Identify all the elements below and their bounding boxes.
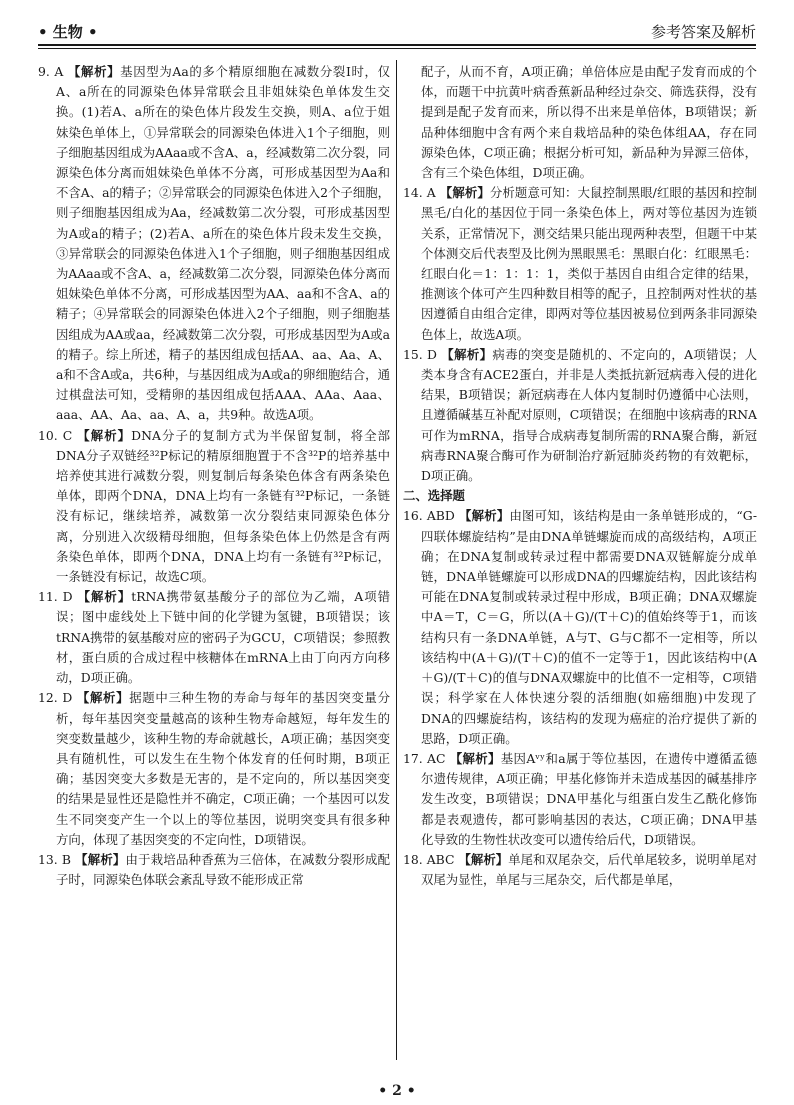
analysis-tag: 【解析】 [76,690,130,706]
answer-13: 13. B 【解析】由于栽培品种香蕉为三倍体，在减数分裂形成配子时，同源染色体联会紊乱导致不能形成正常 [38,851,391,888]
answer-10: 10. C 【解析】DNA分子的复制方式为半保留复制，将全部DNA分子双链经³²P标记的精原细胞置于不含³²P的培养基中培养使其进行减数分裂，则复制后每条染色体含有两条染色单体，即两个DNA，DNA上均有一条链有³²P标记，一条链没有标记，继续培养，减数第一次分裂结束同源染色体分离，分别进入次级精母细胞，但每条染色体上仍然是含有两条染色单体，即两个DNA，DNA上均有一条链有³²P标记，一条链没有标记，故选C项。 [38,427,391,585]
analysis-tag: 【解析】 [441,346,493,362]
analysis-tag: 【解析】 [77,589,132,605]
analysis-tag: 【解析】 [67,64,121,79]
answer-18: 18. ABC 【解析】单尾和双尾杂交，后代单尾较多，说明单尾对双尾为显性，单尾与三尾杂交，后代都是单尾， [403,851,757,888]
header-title: 参考答案及解析 [650,23,756,41]
answer-14: 14. A 【解析】分析题意可知：大鼠控制黑眼/红眼的基因和控制黑毛/白化的基因位于同一条染色体上，两对等位基因为连锁关系，正常情况下，测交结果只能出现两种表型，但题干中某个体测交后代表型及比例为黑眼黑毛：黑眼白化：红眼黑毛：红眼白化＝1：1：1：1，类似于基因自由组合定律的结果，推测该个体可产生四种数目相等的配子，且控制两对性状的基因遵循自由组合定律，即两对等位基因被易位到两条非同源染色体上，故选A项。 [403,185,758,342]
page-number: • 2 • [378,1083,416,1099]
right-column [403,62,757,890]
left-column [38,62,390,890]
answer-13-continued: 配子，从而不育，A项正确；单倍体应是由配子发育而成的个体，而题干中抗黄叶病香蕉新品种经过杂交、筛选获得，没有提到是配子发育而来，所以得不出来是单倍体，B项错误；新品种体细胞中含有两个来自栽培品种的染色体组AA，存在同源染色体，C项正确；根据分析可知，新品种为异源三倍体，含有三个染色体组，D项正确。 [421,64,757,181]
answer-12: 12. D 【解析】据题中三种生物的寿命与每年的基因突变量分析，每年基因突变量越高的该种生物寿命越短，每年发生的突变数量越少，该种生物的寿命就越长，A项正确；基因突变具有随机性，可以发生在生物个体发育的任何时期，B项正确；基因突变大多数是无害的，是不定向的，所以基因突变的结果是显性还是隐性并不确定，C项正确；一个基因可以发生不同突变产生一个以上的等位基因，说明突变具有很多种方向，体现了基因突变的不定向性，D项错误。 [38,690,391,847]
analysis-tag: 【解析】 [458,851,509,867]
answer-15: 15. D 【解析】病毒的突变是随机的、不定向的，A项错误；人类本身含有ACE2蛋白，并非是人类抵抗新冠病毒入侵的进化结果，B项错误；新冠病毒在人体内复制时仍遵循中心法则，且遵循碱基互补配对原则，C项错误；在细胞中该病毒的RNA可作为mRNA，指导合成病毒复制所需的RNA聚合酶，新冠病毒RNA聚合酶可作为研制治疗新冠肺炎药物的有效靶标，D项正确。 [403,346,757,484]
subject-label: • 生物 • [38,23,98,41]
analysis-tag: 【解析】 [75,851,126,867]
answer-11: 11. D 【解析】tRNA携带氨基酸分子的部位为乙端，A项错误；图中虚线处上下链中间的化学键为氢键，B项错误；该tRNA携带的氨基酸对应的密码子为GCU，C项错误；参照教材，蛋白质的合成过程中核糖体在mRNA上由丁向丙方向移动，D项正确。 [38,589,390,686]
page-header [38,10,756,42]
answer-17: 17. AC 【解析】基因Aᵛʸ和a属于等位基因，在遗传中遵循孟德尔遗传规律，A项正确；甲基化修饰并未造成基因的碱基排序发生改变，B项错误；DNA甲基化与组蛋白发生乙酰化修饰都是表观遗传，都可影响基因的表达，C项正确；DNA甲基化导致的生物性状改变可以遗传给后代，D项错误。 [403,750,758,847]
column-divider [396,60,397,1060]
analysis-tag: 【解析】 [449,750,501,766]
answer-9: 9. A 【解析】基因型为Aa的多个精原细胞在减数分裂Ⅰ时，仅A、a所在的同源染色体异常联会且非姐妹染色单体发生交换。(1)若A、a所在的染色体片段发生交换，则A、a位于姐妹染色单体上，①异常联会的同源染色体进入1个子细胞，则子细胞基因组成为AAaa或不含A、a，经减数第二次分裂，同源染色体分离而姐妹染色单体不分离，可形成基因型为Aa和不含A、a的精子；②异常联会的同源染色体进入2个子细胞，则子细胞基因组成为Aa，经减数第二次分裂，可形成基因型为A或a的精子；(2)若A、a所在的染色体片段未发生交换，③异常联会的同源染色体进入1个子细胞，则子细胞基因组成为AAaa或不含A、a，经减数第二次分裂，同源染色体分离而姐妹染色单体不分离，可形成基因型为AA、aa和不含A、a的精子；④异常联会的同源染色体进入2个子细胞，则子细胞基因组成为AA或aa，经减数第二次分裂，可形成基因型为A或a的精子。综上所述，精子的基因组成包括AA、aa、Aa、A、a和不含A或a，共6种，与基因组成为A或a的卵细胞结合，通过棋盘法可知，受精卵的基因组成包括AAA、AAa、Aaa、aaa、AA、Aa、aa、A、a，共9种。故选A项。 [38,64,390,423]
answer-16: 16. ABD 【解析】由图可知，该结构是由一条单链形成的，“G-四联体螺旋结构”是由DNA单链螺旋而成的高级结构，A项正确；在DNA复制或转录过程中都需要DNA双链解旋分成单链，DNA单链螺旋可以形成DNA的四螺旋结构，因此该结构可能在DNA复制或转录过程中形成，B项正确；DNA双螺旋中A＝T，C＝G，所以(A＋G)/(T＋C)的值始终等于1，而该结构只有一条DNA单链，A与T、G与C都不一定相等，所以该结构中(A＋G)/(T＋C)的值不一定等于1，因此该结构中(A＋G)/(T＋C)的值与DNA双螺旋中的比值不一定相等，C项错误；科学家在人体快速分裂的活细胞(如癌细胞)中发现了DNA的四螺旋结构，该结构的发现为癌症的治疗提供了新的思路，D项正确。 [403,508,758,746]
analysis-tag: 【解析】 [459,508,510,524]
analysis-tag: 【解析】 [439,185,490,201]
section-title: 二、选择题 [403,488,465,504]
header-rule [38,44,756,46]
analysis-tag: 【解析】 [77,427,132,443]
header-rule-thin [38,48,756,49]
